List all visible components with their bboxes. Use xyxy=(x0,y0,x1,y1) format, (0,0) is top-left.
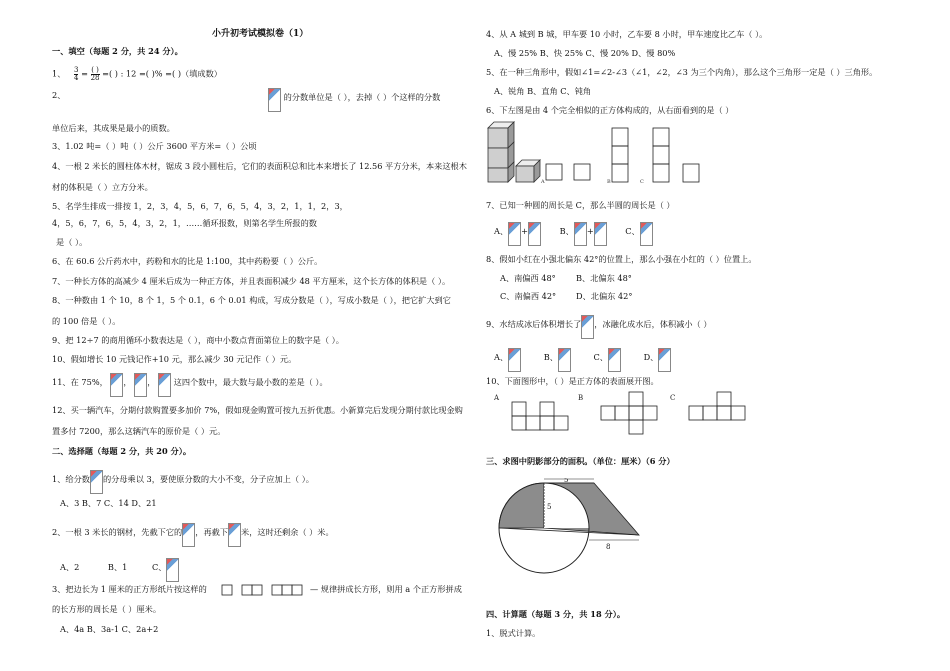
question-5-b: 4，5，6，7，6，5，4，3，2，1，……循环报数，则第名学生所报的数 xyxy=(52,218,317,228)
question-8-cont: 的 100 倍是（ ）。 xyxy=(52,316,121,326)
choice-7-options: A、 + B、 + C、 xyxy=(494,222,653,246)
fraction-image-icon xyxy=(134,373,147,397)
fraction-image-icon xyxy=(508,222,521,246)
fraction-image-icon xyxy=(228,523,241,547)
net-b xyxy=(601,392,657,434)
question-2-cont: 单位后来，其成果是最小的质数。 xyxy=(52,123,175,133)
calc-1: 1、脱式计算。 xyxy=(486,628,541,638)
option-b-label: B xyxy=(607,179,611,185)
fraction-image-icon xyxy=(574,222,587,246)
section-calculation: 四、计算题（每题 3 分，共 18 分）。 xyxy=(486,609,626,619)
question-5-c: 是（ ）。 xyxy=(56,237,88,247)
dimension-bottom-label: 8 xyxy=(606,543,611,551)
fraction-image-icon xyxy=(158,373,171,397)
question-8: 8、一种数由 1 个 10，8 个 1，5 个 0.1，6 个 0.01 构成，写成分数是（ ），写成小数是（ ），把它扩大到它 xyxy=(52,295,451,305)
square-pattern-figure xyxy=(220,584,306,597)
net-c-label: C xyxy=(670,394,676,402)
fraction-image-icon xyxy=(182,523,195,547)
choice-3-options: A、4a B、3a-1 C、2a+2 xyxy=(60,624,159,634)
choice-1: 1、给分数 的分母乘以 3，要使原分数的大小不变，分子应加上（ ）。 xyxy=(52,470,314,494)
fraction-image-icon xyxy=(581,315,594,339)
cube-views-figure xyxy=(486,120,716,186)
choice-6: 6、下左图是由 4 个完全相似的正方体构成的，从右面看到的是（ ） xyxy=(486,105,734,115)
dimension-top-label: 5 xyxy=(564,478,569,484)
choice-8-option-b: B、北偏东 48° xyxy=(576,273,632,283)
option-a-label: A xyxy=(541,179,545,185)
choice-10: 10、下面图形中，（ ）是正方体的表面展开图。 xyxy=(486,376,659,386)
choice-7: 7、已知一种圆的周长是 C，那么半圆的周长是（ ） xyxy=(486,200,675,210)
section-fill-blank: 一、填空（每题 2 分，共 24 分）。 xyxy=(52,46,183,56)
question-10: 10、假如增长 10 元钱记作+10 元，那么减少 30 元记作（ ）元。 xyxy=(52,354,297,364)
fraction-image-icon xyxy=(268,88,281,112)
choice-2: 2、一根 3 米长的钢材，先截下它的 ，再截下 米，这时还剩余（ ）米。 xyxy=(52,523,334,547)
exam-title: 小升初考试模拟卷（1） xyxy=(212,29,309,39)
net-c xyxy=(689,392,745,420)
fraction-image-icon xyxy=(658,348,671,372)
fraction-image-icon xyxy=(594,222,607,246)
option-b-view xyxy=(612,128,628,182)
section-choice: 二、选择题（每题 2 分，共 20 分）。 xyxy=(52,446,192,456)
fraction-image-icon xyxy=(640,222,653,246)
question-11: 11、在 75%， ， ， 这四个数中，最大数与最小数的差是（ ）。 xyxy=(52,373,328,397)
choice-4-options: A、慢 25% B、快 25% C、慢 20% D、慢 80% xyxy=(494,48,676,58)
choice-9: 9、水结成冰后体积增长了 ，冰融化成水后，体积减小（ ） xyxy=(486,315,712,339)
net-a xyxy=(512,402,568,430)
choice-9-options: A、 B、 C、 D、 xyxy=(494,348,671,372)
choice-4: 4、从 A 城到 B 城，甲车要 10 小时，乙车要 8 小时，甲车速度比乙车（ ）。 xyxy=(486,29,768,39)
fraction-image-icon xyxy=(166,558,179,582)
choice-2-options: A、2 B、1 C、 xyxy=(60,558,179,582)
question-12: 12、买一辆汽车，分期付款购置要多加价 7%，假如现金购置可按九五折优惠。小新算完后发现分期付款比现金购 xyxy=(52,405,463,415)
choice-5: 5、在一种三角形中，假如∠1=∠2-∠3（∠1，∠2，∠3 为三个内角），那么这个三角形一定是（ ）三角形。 xyxy=(486,67,878,77)
question-2: 的分数单位是（ ），去掉（ ）个这样的分数 xyxy=(268,88,440,112)
choice-5-options: A、锐角 B、直角 C、钝角 xyxy=(494,86,592,96)
question-3: 3、1.02 吨=（ ）吨（ ）公斤 3600 平方米=（ ）公顷 xyxy=(52,141,257,151)
choice-8-option-c: C、南偏西 42° xyxy=(500,291,557,301)
fraction-image-icon xyxy=(558,348,571,372)
fraction-image-icon xyxy=(110,373,123,397)
choice-8-option-a: A、南偏西 48° xyxy=(500,273,556,283)
section-shaded-area: 三、求图中阴影部分的面积。（单位：厘米）（6 分） xyxy=(486,456,675,466)
net-b-label: B xyxy=(578,394,584,402)
fraction-image-icon xyxy=(508,348,521,372)
cube-stack-figure xyxy=(488,122,540,182)
choice-3-cont: 的长方形的周长是（ ）厘米。 xyxy=(52,604,162,614)
fraction-image-icon xyxy=(528,222,541,246)
shaded-area-figure xyxy=(494,478,654,580)
question-1: 1、 $\frac{3}{4}$ = ( ) 28 =( ) : 12 =( )% =( )（填成数） xyxy=(52,66,222,82)
shaded-quarter xyxy=(499,483,544,528)
question-4-cont: 材的体积是（ ）立方分米。 xyxy=(52,182,153,192)
cube-nets-figure xyxy=(486,390,746,440)
question-4: 4、一根 2 米长的圆柱体木材，锯成 3 段小圆柱后，它们的表面积总和比本来增长了 12.56 平方分米，本来这根木 xyxy=(52,161,467,171)
option-a-view xyxy=(546,164,590,180)
question-7: 7、一种长方体的高减少 4 厘米后成为一种正方体，并且表面积减少 48 平方厘米，这个长方体的体积是（ ）。 xyxy=(52,276,451,286)
fraction-image-icon xyxy=(90,470,103,494)
choice-3: 3、把边长为 1 厘米的正方形纸片按这样的 xyxy=(52,584,207,594)
fraction-image-icon xyxy=(608,348,621,372)
question-9: 9、把 12÷7 的商用循环小数表达是（ ），商中小数点背面第位上的数字是（ ）。 xyxy=(52,335,344,345)
option-c-label: C xyxy=(640,179,644,185)
choice-1-options: A、3 B、7 C、14 D、21 xyxy=(60,498,157,508)
option-c-view xyxy=(653,128,699,182)
dimension-middle-label: 5 xyxy=(547,503,552,511)
fraction-blank-28: ( ) 28 xyxy=(90,66,100,82)
question-12-cont: 置多付 7200，那么这辆汽车的原价是（ ）元。 xyxy=(52,426,226,436)
net-a-label: A xyxy=(494,394,500,402)
choice-3-b: — 规律拼成长方形，则用 a 个正方形拼成 xyxy=(310,584,462,594)
choice-8: 8、假如小红在小强北偏东 42°的位置上，那么小强在小红的（ ）位置上。 xyxy=(486,254,757,264)
fraction-3-4: $\frac{3}{4}$ xyxy=(74,66,79,82)
question-2-number: 2、 xyxy=(52,90,66,100)
question-6: 6、在 60.6 公斤药水中，药粉和水的比是 1:100，其中药粉要（ ）公斤。 xyxy=(52,256,323,266)
choice-8-option-d: D、北偏东 42° xyxy=(576,291,633,301)
question-5: 5、名学生排成一排按 1，2，3，4，5，6，7，6，5，4，3，2，1，1，2，3， xyxy=(52,201,348,211)
